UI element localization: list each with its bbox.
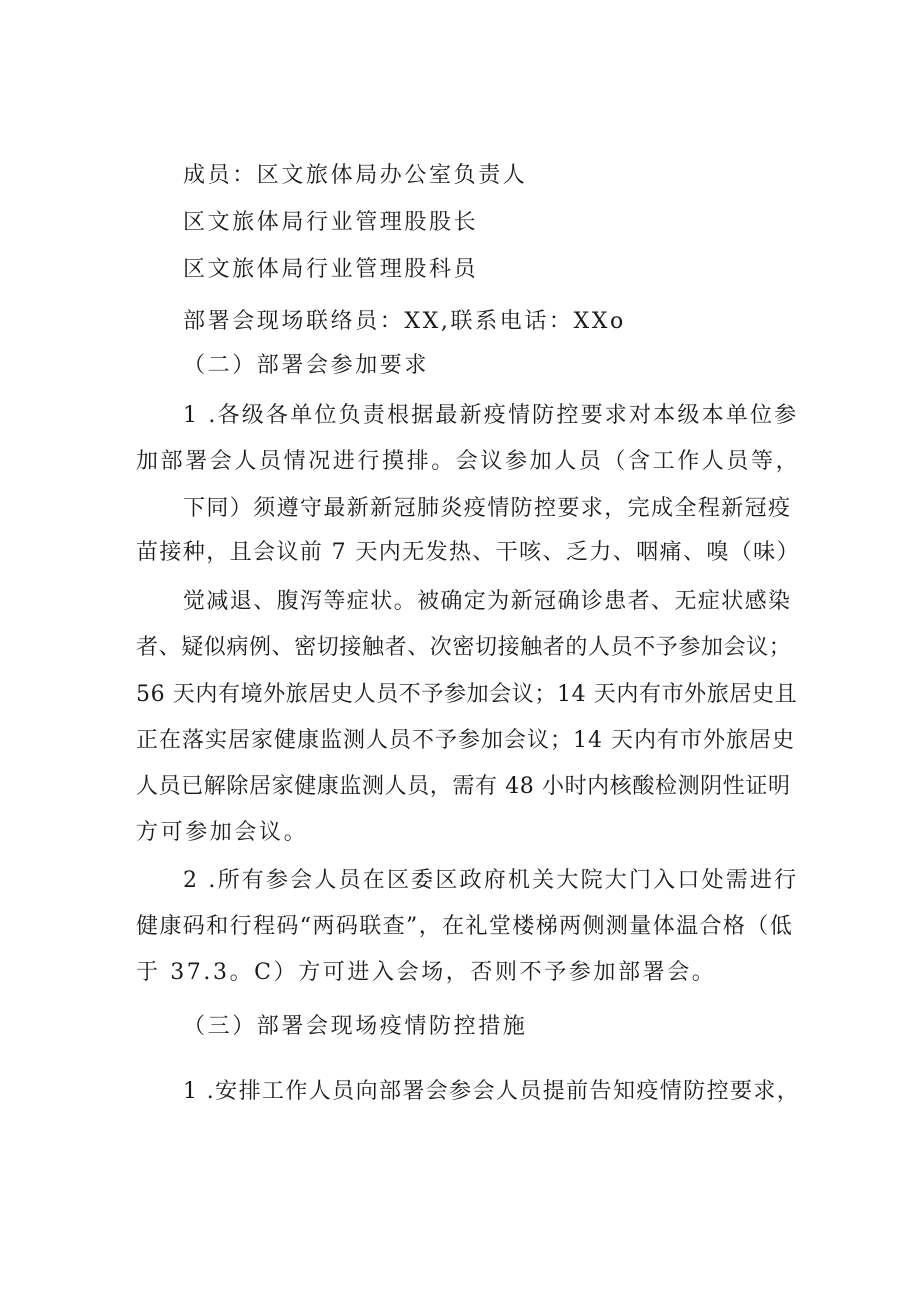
- paragraph-line: 2 .所有参会人员在区委区政府机关大院大门入口处需进行: [183, 868, 799, 893]
- member-line: 成员：区文旅体局办公室负责人: [183, 163, 528, 188]
- paragraph-line: 下同）须遵守最新新冠肺炎疫情防控要求，完成全程新冠疫: [183, 496, 792, 521]
- paragraph-line: 1 .各级各单位负责根据最新疫情防控要求对本级本单位参: [183, 403, 799, 428]
- paragraph-line: 觉减退、腹泻等症状。被确定为新冠确诊患者、无症状感染: [183, 589, 792, 614]
- member-line: 区文旅体局行业管理股股长: [183, 210, 479, 235]
- paragraph-line: 1 .安排工作人员向部署会参会人员提前告知疫情防控要求，: [183, 1079, 801, 1104]
- paragraph-line: 加部署会人员情况进行摸排。会议参加人员（含工作人员等，: [136, 449, 801, 474]
- paragraph-line: 苗接种，且会议前 7 天内无发热、干咳、乏力、咽痛、嗅（味）: [136, 540, 800, 565]
- paragraph-line: 方可参加会议。: [136, 820, 309, 845]
- contact-line: 部署会现场联络员：XX,联系电话：XXo: [183, 309, 626, 334]
- member-line: 区文旅体局行业管理股科员: [183, 257, 479, 282]
- paragraph-line: 56 天内有境外旅居史人员不予参加会议；14 天内有市外旅居史且: [136, 682, 798, 707]
- paragraph-line: 健康码和行程码“两码联查”，在礼堂楼梯两侧测量体温合格（低: [136, 914, 794, 939]
- section-heading: （三）部署会现场疫情防控措施: [183, 1014, 528, 1039]
- paragraph-line: 正在落实居家健康监测人员不予参加会议；14 天内有市外旅居史: [136, 728, 795, 753]
- section-heading: （二）部署会参加要求: [183, 353, 430, 378]
- paragraph-line: 人员已解除居家健康监测人员，需有 48 小时内核酸检测阴性证明: [136, 774, 791, 799]
- paragraph-line: 于 37.3。C）方可进入会场，否则不予参加部署会。: [136, 960, 717, 985]
- paragraph-line: 者、疑似病例、密切接触者、次密切接触者的人员不予参加会议；: [136, 635, 792, 660]
